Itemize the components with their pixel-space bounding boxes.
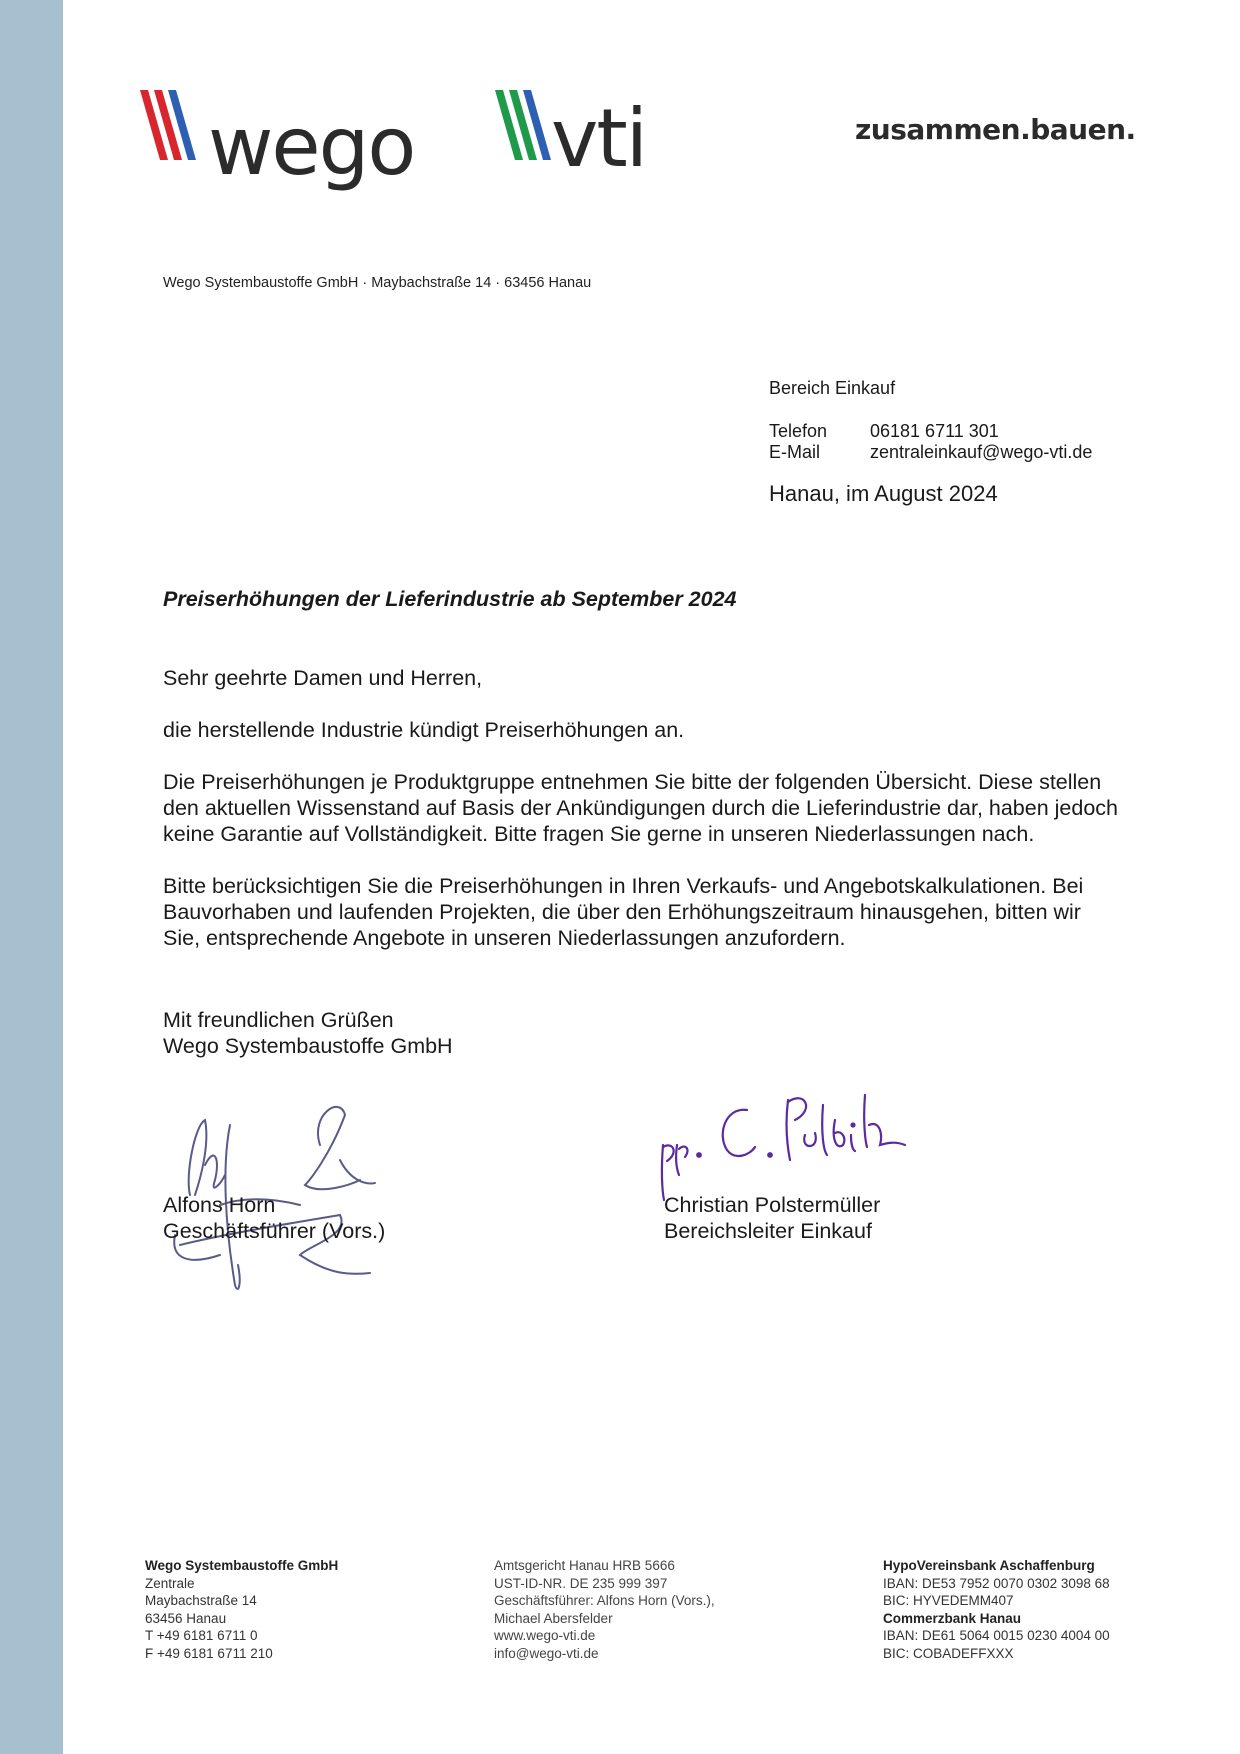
signatory-right-title: Bereichsleiter Einkauf <box>664 1219 872 1243</box>
contact-department: Bereich Einkauf <box>769 378 896 398</box>
email-label: E-Mail <box>769 442 821 462</box>
closing-block <box>163 1007 453 1059</box>
footer-fax: F +49 6181 6711 210 <box>145 1645 273 1661</box>
signatory-left-title: Geschäftsführer (Vors.) <box>163 1219 386 1243</box>
footer-iban: IBAN: DE53 7952 0070 0302 3098 68 <box>883 1575 1110 1591</box>
footer-email-link[interactable]: info@wego-vti.de <box>494 1645 599 1661</box>
footer-legal-line: UST-ID-NR. DE 235 999 397 <box>494 1575 668 1591</box>
vti-stripes-icon <box>495 90 557 165</box>
contact-block <box>769 378 1092 463</box>
contact-phone-row <box>769 421 1092 442</box>
vti-logo-text: vti <box>551 92 646 185</box>
letter-date: Hanau, im August 2024 <box>769 481 998 506</box>
footer-legal-column <box>494 1557 715 1663</box>
phone-label: Telefon <box>769 421 828 441</box>
footer-company-line: Maybachstraße 14 <box>145 1593 257 1609</box>
footer-company-line: Zentrale <box>145 1575 195 1591</box>
body-paragraph-1: die herstellende Industrie kündigt Preiserhöhungen an. <box>163 718 685 742</box>
body-paragraph-2: Die Preiserhöhungen je Produktgruppe entnehmen Sie bitte der folgenden Übersicht. Diese stellen den aktuellen Wissenstand auf Basis der Ankündigungen durch die Lieferindustrie dar, haben jedoch keine Garantie auf Vollständigkeit. Bitte fragen Sie gerne in unseren Niederlassungen nach. <box>163 770 1119 846</box>
sender-return-address: Wego Systembaustoffe GmbH · Maybachstraße 14 · 63456 Hanau <box>163 275 592 291</box>
signatory-left <box>163 1192 385 1244</box>
footer-company-column <box>145 1557 338 1663</box>
signature-right-image <box>655 1075 925 1205</box>
footer-bank-column <box>883 1557 1110 1663</box>
footer-phone: T +49 6181 6711 0 <box>145 1628 258 1644</box>
footer-legal-line: Amtsgericht Hanau HRB 5666 <box>494 1558 675 1573</box>
phone-value: 06181 6711 301 <box>870 421 999 441</box>
salutation: Sehr geehrte Damen und Herren, <box>163 666 483 690</box>
footer-legal-line: Geschäftsführer: Alfons Horn (Vors.), <box>494 1593 715 1609</box>
footer-bic: BIC: HYVEDEMM407 <box>883 1593 1014 1609</box>
signatory-right <box>664 1192 880 1244</box>
footer-website-link[interactable]: www.wego-vti.de <box>494 1628 596 1644</box>
letter-body <box>163 665 1123 977</box>
footer-company-line: 63456 Hanau <box>145 1610 227 1626</box>
footer-bank-name: Commerzbank Hanau <box>883 1610 1022 1626</box>
tagline: zusammen.bauen. <box>855 113 1136 146</box>
contact-email-row <box>769 442 1092 463</box>
wego-logo <box>140 62 440 193</box>
closing-greeting: Mit freundlichen Grüßen <box>163 1008 394 1032</box>
footer-bank-name: HypoVereinsbank Aschaffenburg <box>883 1558 1095 1573</box>
vti-logo <box>495 62 655 185</box>
footer-iban: IBAN: DE61 5064 0015 0230 4004 00 <box>883 1628 1110 1644</box>
signatory-left-name: Alfons Horn <box>163 1193 276 1217</box>
wego-logo-text: wego <box>208 100 415 193</box>
email-value[interactable]: zentraleinkauf@wego-vti.de <box>870 442 1093 462</box>
footer-company-name: Wego Systembaustoffe GmbH <box>145 1558 339 1573</box>
signatory-right-name: Christian Polstermüller <box>664 1193 881 1217</box>
wego-stripes-icon <box>140 90 210 165</box>
closing-company: Wego Systembaustoffe GmbH <box>163 1034 453 1058</box>
footer-bic: BIC: COBADEFFXXX <box>883 1645 1014 1661</box>
body-paragraph-3: Bitte berücksichtigen Sie die Preiserhöhungen in Ihren Verkaufs- und Angebotskalkulationen. Bei Bauvorhaben und laufenden Projekten, die über den Erhöhungszeitraum hinausgehen, bitten wir Sie, entsprechende Angebote in unseren Niederlassungen anzufordern. <box>163 874 1084 950</box>
letter-subject: Preiserhöhungen der Lieferindustrie ab September 2024 <box>163 587 737 611</box>
footer-legal-line: Michael Abersfelder <box>494 1610 613 1626</box>
side-accent-bar <box>0 0 63 1754</box>
